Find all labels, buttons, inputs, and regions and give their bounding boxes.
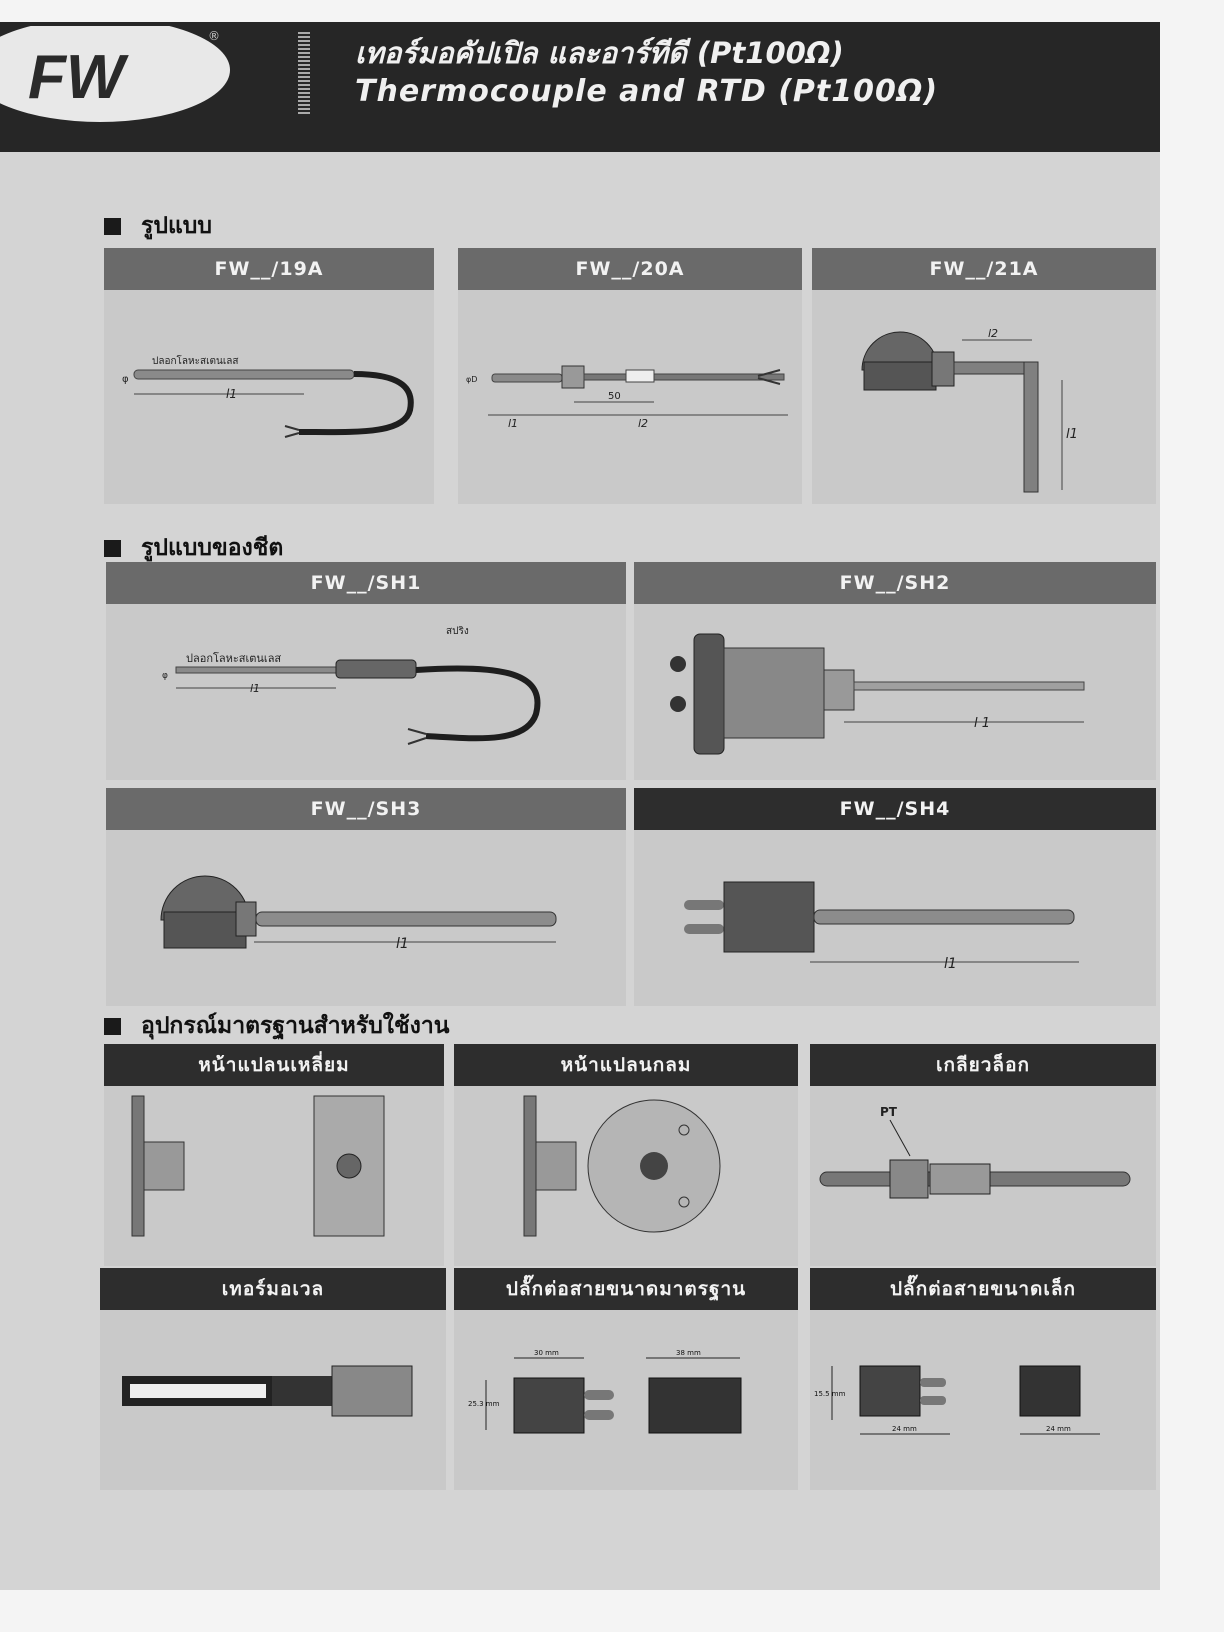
type-panel-21a [812,248,1156,504]
probe-19a-drawing [104,290,434,504]
probe-sh3-drawing [106,830,626,1006]
probe-21a-drawing [812,290,1156,504]
svg-text:FW: FW [28,43,125,112]
lock-thread-drawing [810,1086,1156,1266]
panel-header: เทอร์มอเวล [100,1268,446,1310]
fw-logo [0,26,240,122]
svg-text:24 mm: 24 mm [892,1425,917,1433]
svg-text:l1: l1 [226,387,237,401]
svg-text:ปลอกโลหะสเตนเลส: ปลอกโลหะสเตนเลส [186,652,282,665]
sheath-panel-sh1 [106,562,626,780]
accessory-panel-mini-plug [810,1268,1156,1490]
probe-sh1-drawing [106,604,626,780]
svg-text:24 mm: 24 mm [1046,1425,1071,1433]
catalog-page [0,22,1160,1590]
svg-text:PT: PT [880,1105,897,1119]
panel-header: FW__/SH4 [634,788,1156,830]
panel-header: FW__/20A [458,248,802,290]
svg-text:l 1: l 1 [974,716,991,731]
section-title-accessories: อุปกรณ์มาตรฐานสำหรับใช้งาน [104,1008,450,1044]
accessory-panel-thermowell [100,1268,446,1490]
panel-header: FW__/19A [104,248,434,290]
panel-header: เกลียวล็อก [810,1044,1156,1086]
svg-text:สปริง: สปริง [446,626,469,637]
page-title-english: Thermocouple and RTD (Pt100Ω) [355,74,939,109]
svg-text:l1: l1 [250,682,261,695]
accessory-panel-round-flange [454,1044,798,1266]
svg-text:l1: l1 [396,936,409,952]
svg-text:ปลอกโลหะสเตนเลส: ปลอกโลหะสเตนเลส [152,356,239,367]
type-panel-19a [104,248,434,504]
panel-header: FW__/SH1 [106,562,626,604]
panel-header: หน้าแปลนเหลี่ยม [104,1044,444,1086]
accessory-panel-standard-plug [454,1268,798,1490]
svg-text:l2: l2 [988,327,999,340]
svg-text:15.5 mm: 15.5 mm [814,1390,846,1398]
svg-text:l1: l1 [508,417,519,430]
accessory-panel-lock-thread [810,1044,1156,1266]
svg-text:50: 50 [608,391,621,402]
panel-header: ปลั๊กต่อสายขนาดมาตรฐาน [454,1268,798,1310]
sheath-panel-sh2 [634,562,1156,780]
svg-text:l1: l1 [944,956,957,972]
panel-header: หน้าแปลนกลม [454,1044,798,1086]
svg-text:25.3 mm: 25.3 mm [468,1400,500,1408]
svg-text:φ: φ [122,374,129,385]
svg-text:®: ® [208,29,220,43]
sheath-panel-sh4 [634,788,1156,1006]
page-header [0,22,1160,152]
mini-plug-drawing [810,1310,1156,1490]
probe-20a-drawing [458,290,802,504]
svg-text:l2: l2 [638,417,649,430]
sheath-panel-sh3 [106,788,626,1006]
svg-text:φ: φ [162,671,168,681]
round-flange-drawing [454,1086,798,1266]
thermowell-drawing [100,1310,446,1490]
panel-header: ปลั๊กต่อสายขนาดเล็ก [810,1268,1156,1310]
svg-text:38 mm: 38 mm [676,1349,701,1357]
panel-header: FW__/SH2 [634,562,1156,604]
standard-plug-drawing [454,1310,798,1490]
svg-text:l1: l1 [1066,427,1078,442]
panel-header: FW__/21A [812,248,1156,290]
accessory-panel-square-flange [104,1044,444,1266]
svg-text:φD: φD [466,375,478,384]
section-title-types: รูปแบบ [104,208,212,244]
barcode-decoration [298,32,310,114]
panel-header: FW__/SH3 [106,788,626,830]
section-title-sheath-types: รูปแบบของชีต [104,530,283,566]
page-title-thai: เทอร์มอคัปเปิล และอาร์ทีดี (Pt100Ω) [355,36,844,70]
type-panel-20a [458,248,802,504]
svg-text:30 mm: 30 mm [534,1349,559,1357]
probe-sh2-drawing [634,604,1156,780]
probe-sh4-drawing [634,830,1156,1006]
square-flange-drawing [104,1086,444,1266]
